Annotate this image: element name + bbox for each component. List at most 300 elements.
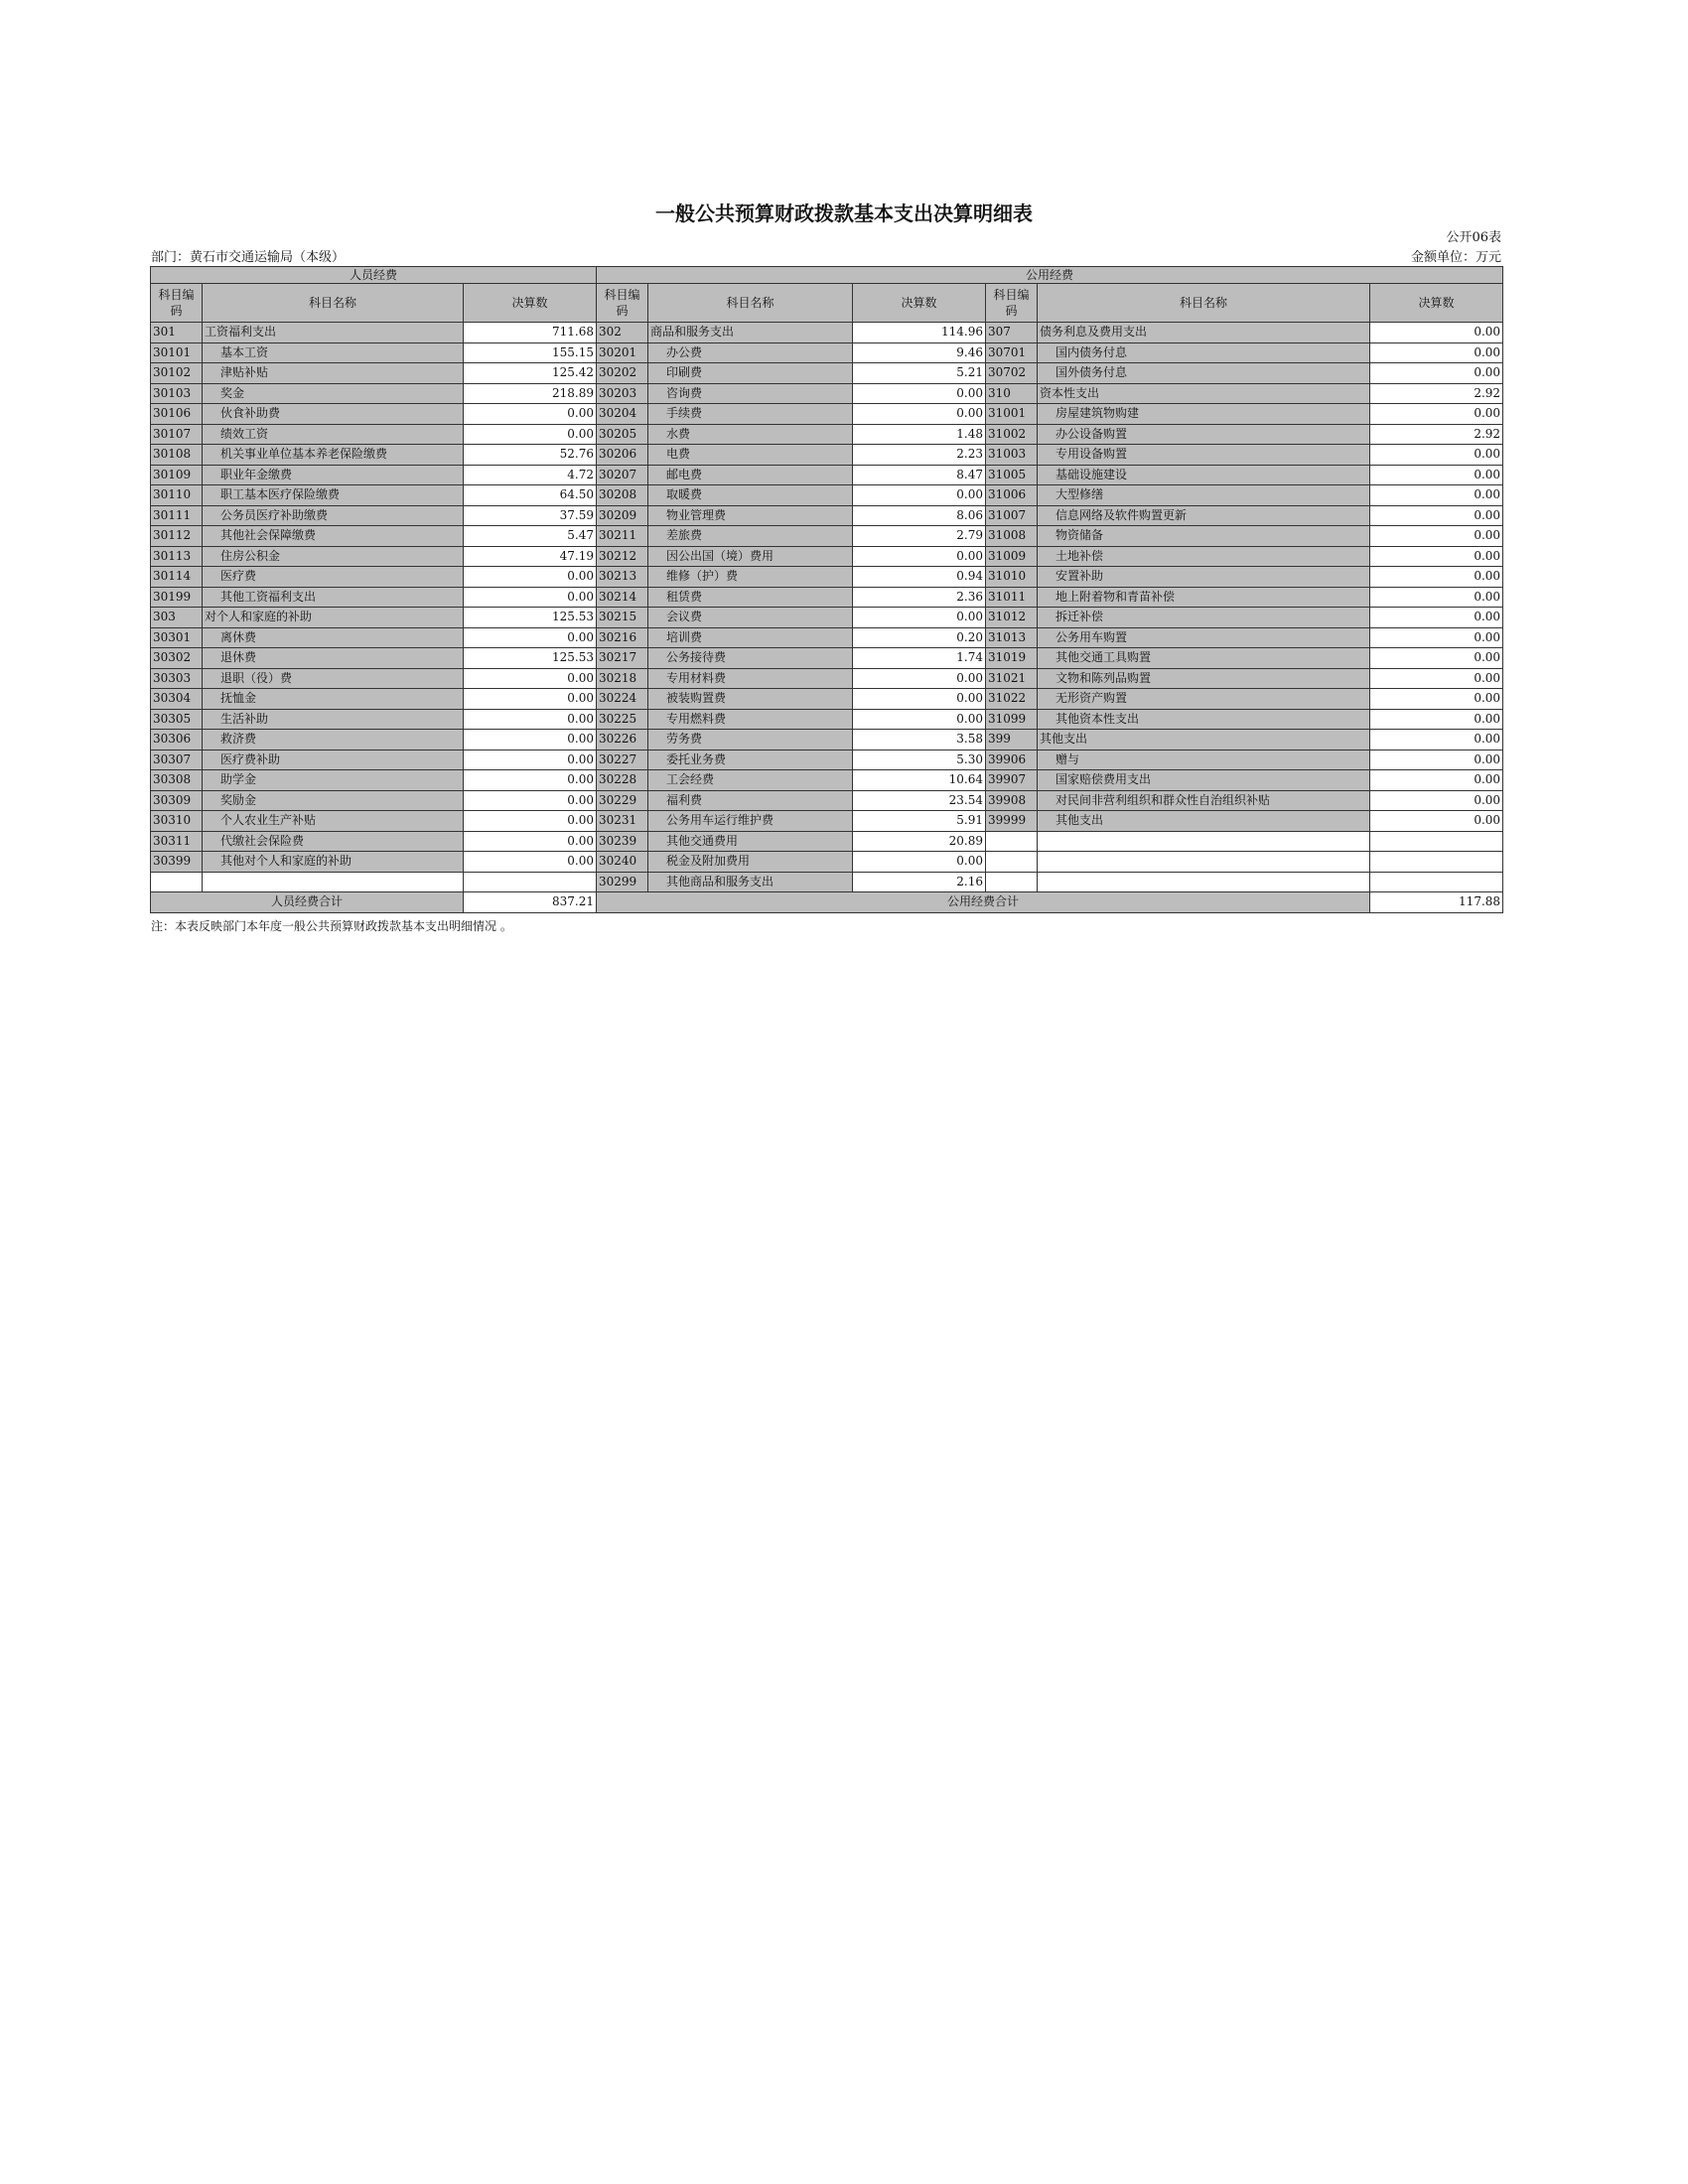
subject-name-text: 物业管理费 [666, 507, 727, 522]
subject-name-text: 基础设施建设 [1055, 467, 1128, 481]
subject-name [203, 709, 464, 730]
subject-name-text: 代缴社会保险费 [220, 833, 305, 848]
personnel-total-label: 人员经费合计 [151, 892, 464, 913]
table-row [151, 342, 1503, 363]
table-row [151, 831, 1503, 852]
col-header-code: 科目编码 [597, 284, 648, 323]
subject-code: 310 [986, 383, 1038, 404]
amount-value: 0.00 [464, 424, 597, 445]
table-row [151, 465, 1503, 485]
subject-code: 30101 [151, 342, 203, 363]
subject-name-text: 物资储备 [1055, 528, 1104, 543]
table-row [151, 323, 1503, 343]
subject-name-text: 对民间非营利组织和群众性自治组织补贴 [1055, 792, 1271, 807]
subject-name [1038, 363, 1370, 384]
col-header-name: 科目名称 [203, 284, 464, 323]
subject-name [648, 465, 853, 485]
subject-code: 39907 [986, 770, 1038, 791]
subject-name [648, 689, 853, 710]
amount-value: 125.53 [464, 608, 597, 628]
table-row [151, 627, 1503, 648]
subject-name [203, 383, 464, 404]
table-row [151, 730, 1503, 751]
form-number: 公开06表 [1446, 230, 1501, 245]
table-row [151, 750, 1503, 770]
subject-name-text: 其他资本性支出 [1055, 711, 1140, 726]
subject-name-text: 生活补助 [220, 711, 269, 726]
subject-code: 30211 [597, 526, 648, 547]
amount-value [464, 872, 597, 892]
subject-name [203, 730, 464, 751]
subject-name-text: 安置补助 [1055, 569, 1104, 584]
subject-name [648, 770, 853, 791]
amount-value: 125.53 [464, 648, 597, 669]
subject-name [203, 342, 464, 363]
subject-name [648, 445, 853, 466]
subject-name [203, 648, 464, 669]
subject-name [1038, 750, 1370, 770]
amount-value: 0.00 [1370, 750, 1503, 770]
subject-code: 31022 [986, 689, 1038, 710]
subject-code: 30215 [597, 608, 648, 628]
amount-value: 125.42 [464, 363, 597, 384]
subject-name-text: 会议费 [666, 610, 703, 624]
subject-code: 301 [151, 323, 203, 343]
amount-value: 0.00 [464, 811, 597, 832]
subject-name-text: 其他交通费用 [666, 833, 739, 848]
subject-name [203, 485, 464, 506]
subject-code: 30213 [597, 567, 648, 588]
subject-code: 31008 [986, 526, 1038, 547]
subject-name [203, 790, 464, 811]
subject-name-text: 电费 [666, 447, 691, 462]
subject-code: 30103 [151, 383, 203, 404]
subject-code: 31021 [986, 668, 1038, 689]
subject-name [648, 424, 853, 445]
subject-name-text: 其他社会保障缴费 [220, 528, 317, 543]
amount-value: 0.00 [464, 730, 597, 751]
amount-value: 4.72 [464, 465, 597, 485]
amount-value: 2.92 [1370, 424, 1503, 445]
subject-name [648, 587, 853, 608]
subject-name [203, 363, 464, 384]
amount-value: 5.91 [853, 811, 986, 832]
expenditure-table [150, 266, 1503, 913]
table-row [151, 790, 1503, 811]
table-row [151, 363, 1503, 384]
amount-value: 218.89 [464, 383, 597, 404]
subject-code: 30108 [151, 445, 203, 466]
amount-value: 0.00 [1370, 608, 1503, 628]
table-row [151, 383, 1503, 404]
personnel-group-header: 人员经费 [151, 267, 597, 284]
subject-name-text: 印刷费 [666, 365, 703, 380]
subject-code: 30216 [597, 627, 648, 648]
subject-code: 399 [986, 730, 1038, 751]
subject-code: 30202 [597, 363, 648, 384]
subject-name: 工资福利支出 [203, 323, 464, 343]
subject-name-text: 专用设备购置 [1055, 447, 1128, 462]
subject-name [648, 505, 853, 526]
table-row [151, 668, 1503, 689]
subject-code: 31007 [986, 505, 1038, 526]
subject-code: 30305 [151, 709, 203, 730]
table-row [151, 872, 1503, 892]
subject-name-text: 信息网络及软件购置更新 [1055, 507, 1188, 522]
subject-name-text: 租赁费 [666, 589, 703, 604]
subject-code: 30302 [151, 648, 203, 669]
subject-name-text: 奖金 [220, 385, 245, 400]
public-group-header: 公用经费 [597, 267, 1503, 284]
amount-value: 0.00 [1370, 567, 1503, 588]
subject-code: 30303 [151, 668, 203, 689]
subject-name [648, 750, 853, 770]
subject-code [986, 872, 1038, 892]
amount-value: 0.00 [464, 770, 597, 791]
amount-value: 0.00 [1370, 342, 1503, 363]
subject-code: 30224 [597, 689, 648, 710]
subject-code: 30217 [597, 648, 648, 669]
subject-code: 31001 [986, 404, 1038, 425]
table-row [151, 770, 1503, 791]
subject-name-text: 公务员医疗补助缴费 [220, 507, 329, 522]
subject-code: 30205 [597, 424, 648, 445]
subject-name-text: 税金及附加费用 [666, 854, 751, 869]
table-row [151, 505, 1503, 526]
subject-name [1038, 485, 1370, 506]
amount-value: 0.00 [1370, 648, 1503, 669]
subject-name-text: 福利费 [666, 792, 703, 807]
subject-code [151, 872, 203, 892]
subject-name [203, 465, 464, 485]
amount-value: 0.00 [464, 831, 597, 852]
amount-value: 0.00 [853, 546, 986, 567]
public-total-value: 117.88 [1370, 892, 1503, 913]
amount-value: 0.00 [464, 587, 597, 608]
subject-code: 30310 [151, 811, 203, 832]
amount-value: 0.00 [1370, 730, 1503, 751]
subject-name [1038, 872, 1370, 892]
subject-name [1038, 627, 1370, 648]
subject-name-text: 拆迁补偿 [1055, 610, 1104, 624]
subject-name-text: 退职（役）费 [220, 670, 293, 685]
subject-name [1038, 709, 1370, 730]
subject-name-text: 房屋建筑物购建 [1055, 406, 1140, 421]
subject-name-text: 绩效工资 [220, 426, 269, 441]
subject-code: 31009 [986, 546, 1038, 567]
subject-name [203, 404, 464, 425]
amount-value [1370, 831, 1503, 852]
subject-name [203, 689, 464, 710]
amount-value: 0.00 [1370, 445, 1503, 466]
amount-value: 0.20 [853, 627, 986, 648]
table-row [151, 709, 1503, 730]
footnote: 注：本表反映部门本年度一般公共预算财政拨款基本支出明细情况 。 [151, 919, 512, 933]
subject-code: 39999 [986, 811, 1038, 832]
subject-name-text: 手续费 [666, 406, 703, 421]
public-total-label: 公用经费合计 [597, 892, 1370, 913]
subject-name: 资本性支出 [1038, 383, 1370, 404]
subject-name [648, 872, 853, 892]
amount-value: 0.00 [464, 852, 597, 873]
subject-name-text: 取暖费 [666, 487, 703, 502]
subject-name [1038, 689, 1370, 710]
amount-value: 0.00 [464, 750, 597, 770]
subject-code: 30299 [597, 872, 648, 892]
subject-code: 30399 [151, 852, 203, 873]
subject-name-text: 差旅费 [666, 528, 703, 543]
subject-code: 30225 [597, 709, 648, 730]
amount-value: 0.00 [1370, 770, 1503, 791]
amount-value: 8.47 [853, 465, 986, 485]
subject-name-text: 机关事业单位基本养老保险缴费 [220, 447, 388, 462]
subject-name [648, 709, 853, 730]
amount-value: 64.50 [464, 485, 597, 506]
amount-value: 3.58 [853, 730, 986, 751]
subject-name-text: 住房公积金 [220, 548, 281, 563]
subject-name-text: 奖励金 [220, 792, 257, 807]
totals-row [151, 892, 1503, 913]
subject-code: 30206 [597, 445, 648, 466]
subject-code: 30212 [597, 546, 648, 567]
subject-code: 30309 [151, 790, 203, 811]
subject-name [1038, 770, 1370, 791]
subject-name [203, 424, 464, 445]
table-row [151, 811, 1503, 832]
personnel-total-value: 837.21 [464, 892, 597, 913]
subject-code: 30207 [597, 465, 648, 485]
subject-name-text: 办公费 [666, 344, 703, 359]
subject-name: 对个人和家庭的补助 [203, 608, 464, 628]
group-header-row [151, 267, 1503, 284]
subject-name-text: 公务用车运行维护费 [666, 813, 774, 828]
subject-name [203, 831, 464, 852]
table-row [151, 546, 1503, 567]
col-header-amount: 决算数 [1370, 284, 1503, 323]
subject-name: 商品和服务支出 [648, 323, 853, 343]
col-header-code: 科目编码 [151, 284, 203, 323]
subject-code: 30301 [151, 627, 203, 648]
subject-name [203, 627, 464, 648]
department-label: 部门：黄石市交通运输局（本级） [151, 250, 346, 265]
subject-name-text: 因公出国（境）费用 [666, 548, 774, 563]
subject-name [1038, 505, 1370, 526]
subject-name-text: 水费 [666, 426, 691, 441]
amount-value: 2.16 [853, 872, 986, 892]
amount-value: 9.46 [853, 342, 986, 363]
subject-code: 30226 [597, 730, 648, 751]
subject-code: 307 [986, 323, 1038, 343]
subject-name-text: 咨询费 [666, 385, 703, 400]
subject-name [203, 852, 464, 873]
subject-code: 302 [597, 323, 648, 343]
subject-name-text: 大型修缮 [1055, 487, 1104, 502]
amount-value [1370, 872, 1503, 892]
subject-name [203, 546, 464, 567]
subject-name [648, 567, 853, 588]
amount-value: 155.15 [464, 342, 597, 363]
subject-name [648, 790, 853, 811]
subject-name [648, 852, 853, 873]
subject-name-text: 办公设备购置 [1055, 426, 1128, 441]
subject-code: 30201 [597, 342, 648, 363]
subject-code: 30304 [151, 689, 203, 710]
amount-value: 0.00 [1370, 627, 1503, 648]
amount-value: 23.54 [853, 790, 986, 811]
subject-name [203, 668, 464, 689]
amount-value: 0.00 [853, 852, 986, 873]
subject-name-text: 专用燃料费 [666, 711, 727, 726]
subject-name [648, 627, 853, 648]
amount-value: 52.76 [464, 445, 597, 466]
subject-name-text: 无形资产购置 [1055, 691, 1128, 706]
subject-name-text: 离休费 [220, 629, 257, 644]
amount-unit-label: 金额单位：万元 [1410, 250, 1501, 265]
table-row [151, 689, 1503, 710]
subject-code: 30229 [597, 790, 648, 811]
subject-name [1038, 608, 1370, 628]
subject-code: 31011 [986, 587, 1038, 608]
amount-value: 711.68 [464, 323, 597, 343]
amount-value: 0.00 [853, 485, 986, 506]
amount-value [1370, 852, 1503, 873]
subject-name [1038, 342, 1370, 363]
amount-value: 0.00 [1370, 526, 1503, 547]
subject-name-text: 国家赔偿费用支出 [1055, 772, 1152, 787]
subject-name [1038, 445, 1370, 466]
subject-name-text: 医疗费 [220, 569, 257, 584]
table-row [151, 445, 1503, 466]
subject-name-text: 委托业务费 [666, 751, 727, 766]
subject-code: 30702 [986, 363, 1038, 384]
subject-code: 30204 [597, 404, 648, 425]
subject-code: 39906 [986, 750, 1038, 770]
amount-value: 20.89 [853, 831, 986, 852]
subject-name [648, 404, 853, 425]
amount-value: 0.00 [1370, 505, 1503, 526]
table-row [151, 485, 1503, 506]
amount-value: 1.48 [853, 424, 986, 445]
subject-name [648, 485, 853, 506]
subject-name-text: 抚恤金 [220, 691, 257, 706]
subject-name [648, 668, 853, 689]
subject-code [986, 852, 1038, 873]
subject-code: 30218 [597, 668, 648, 689]
amount-value: 2.23 [853, 445, 986, 466]
subject-name [648, 383, 853, 404]
amount-value: 0.00 [464, 567, 597, 588]
table-row [151, 648, 1503, 669]
subject-code: 30240 [597, 852, 648, 873]
subject-name-text: 职业年金缴费 [220, 467, 293, 481]
subject-code: 30228 [597, 770, 648, 791]
subject-code [986, 831, 1038, 852]
col-header-name: 科目名称 [1038, 284, 1370, 323]
subject-code: 31013 [986, 627, 1038, 648]
subject-code: 303 [151, 608, 203, 628]
subject-name [203, 811, 464, 832]
amount-value: 5.30 [853, 750, 986, 770]
amount-value: 0.00 [1370, 587, 1503, 608]
subject-name [648, 831, 853, 852]
subject-code: 31099 [986, 709, 1038, 730]
amount-value: 0.00 [853, 608, 986, 628]
subject-code: 30208 [597, 485, 648, 506]
subject-name [203, 526, 464, 547]
subject-name [203, 567, 464, 588]
subject-code: 30107 [151, 424, 203, 445]
amount-value: 0.00 [1370, 465, 1503, 485]
subject-code: 31006 [986, 485, 1038, 506]
table-row [151, 404, 1503, 425]
subject-name-text: 基本工资 [220, 344, 269, 359]
subject-name-text: 公务用车购置 [1055, 629, 1128, 644]
amount-value: 0.00 [1370, 404, 1503, 425]
subject-name-text: 救济费 [220, 732, 257, 747]
subject-code: 30308 [151, 770, 203, 791]
subject-name-text: 土地补偿 [1055, 548, 1104, 563]
table-row [151, 608, 1503, 628]
amount-value: 0.00 [853, 689, 986, 710]
subject-code: 30109 [151, 465, 203, 485]
subject-name [203, 505, 464, 526]
amount-value: 0.00 [464, 790, 597, 811]
subject-code: 30231 [597, 811, 648, 832]
subject-code: 30102 [151, 363, 203, 384]
subject-code: 30106 [151, 404, 203, 425]
amount-value: 47.19 [464, 546, 597, 567]
subject-name [1038, 790, 1370, 811]
amount-value: 0.00 [1370, 363, 1503, 384]
amount-value: 0.00 [1370, 790, 1503, 811]
table-row [151, 567, 1503, 588]
subject-name-text: 国外债务付息 [1055, 365, 1128, 380]
column-header-row [151, 284, 1503, 323]
subject-name-text: 其他交通工具购置 [1055, 650, 1152, 665]
subject-code: 30306 [151, 730, 203, 751]
subject-name [1038, 567, 1370, 588]
subject-name [648, 811, 853, 832]
subject-name [648, 363, 853, 384]
subject-code: 30239 [597, 831, 648, 852]
subject-name-text: 其他支出 [1055, 813, 1104, 828]
amount-value: 0.00 [1370, 323, 1503, 343]
subject-name [1038, 668, 1370, 689]
amount-value: 0.00 [464, 709, 597, 730]
subject-code: 30199 [151, 587, 203, 608]
amount-value: 2.92 [1370, 383, 1503, 404]
subject-code: 30113 [151, 546, 203, 567]
subject-name [203, 445, 464, 466]
table-row [151, 852, 1503, 873]
table-row [151, 587, 1503, 608]
col-header-amount: 决算数 [464, 284, 597, 323]
amount-value: 0.94 [853, 567, 986, 588]
amount-value: 0.00 [464, 668, 597, 689]
subject-name-text: 个人农业生产补贴 [220, 813, 317, 828]
subject-name [1038, 526, 1370, 547]
subject-name-text: 被装购置费 [666, 691, 727, 706]
amount-value: 114.96 [853, 323, 986, 343]
subject-name [648, 342, 853, 363]
col-header-code: 科目编码 [986, 284, 1038, 323]
amount-value: 0.00 [1370, 668, 1503, 689]
subject-name [203, 872, 464, 892]
subject-name [648, 608, 853, 628]
subject-name [1038, 648, 1370, 669]
amount-value: 0.00 [1370, 811, 1503, 832]
subject-name [203, 770, 464, 791]
